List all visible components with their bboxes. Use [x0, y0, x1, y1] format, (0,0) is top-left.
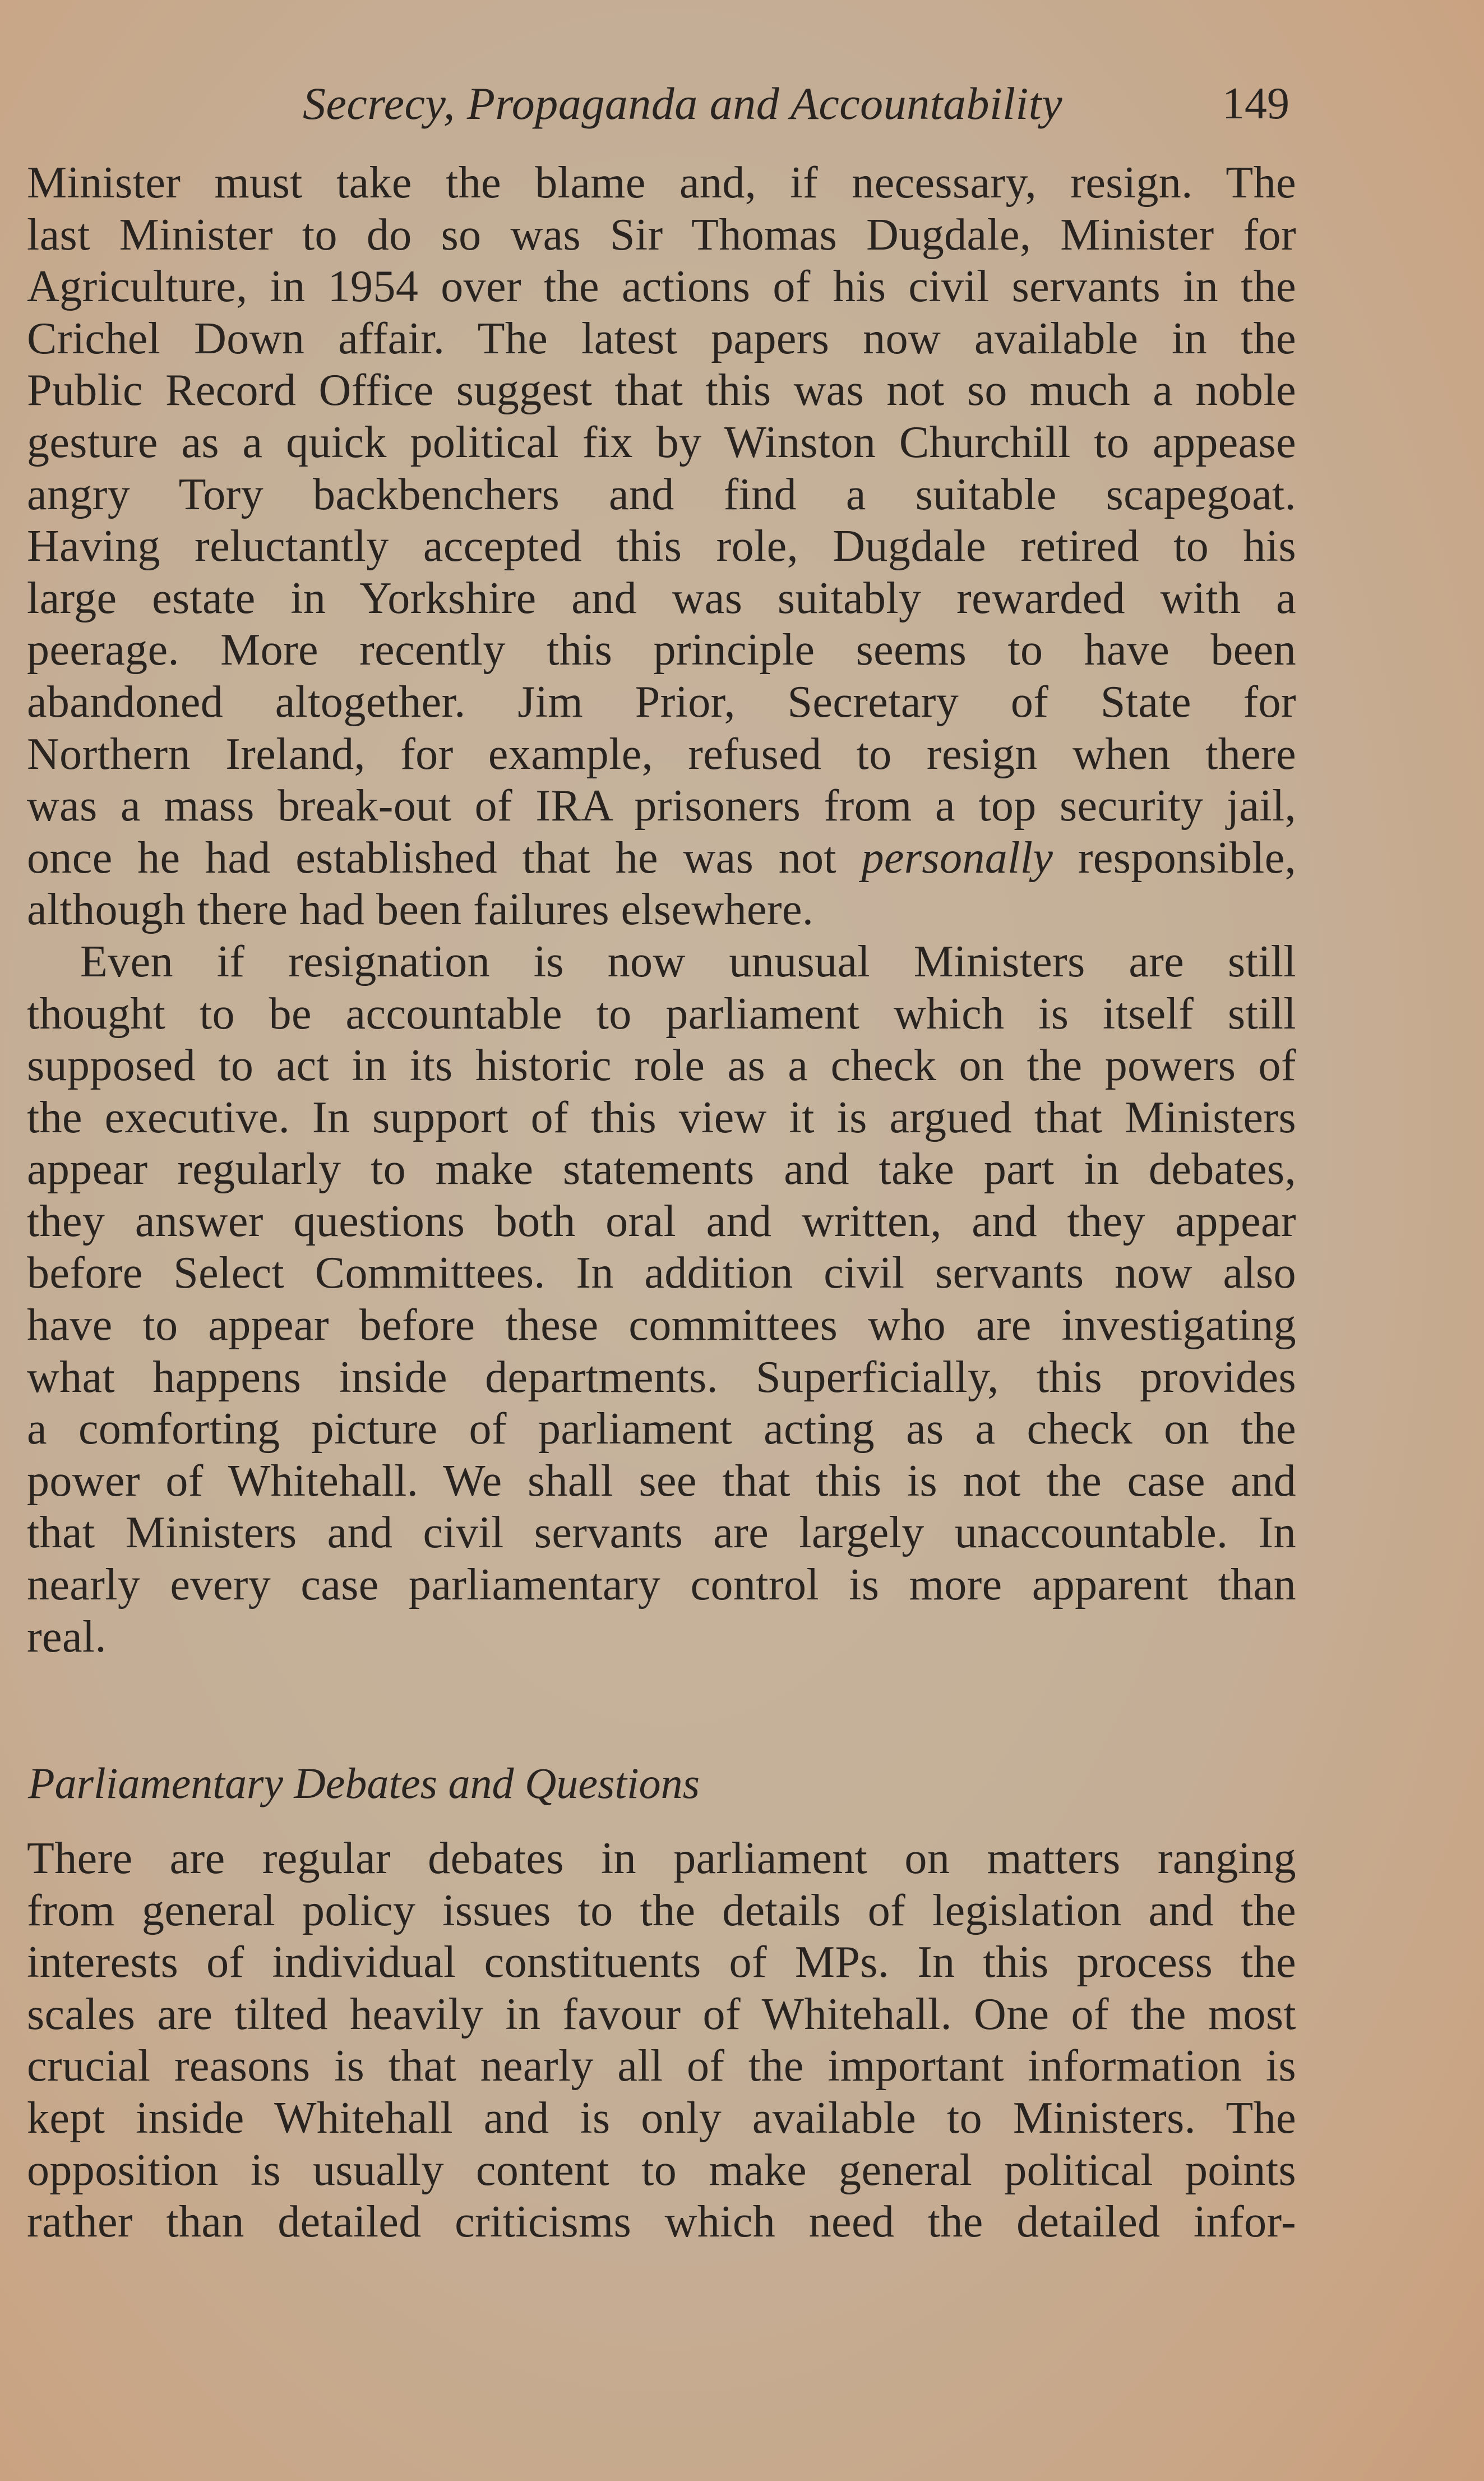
text-line: abandoned altogether. Jim Prior, Secretary of State for	[27, 677, 1296, 727]
running-title: Secrecy, Propaganda and Accountability	[303, 78, 1062, 129]
text-line: before Select Committees. In addition civil servants now also	[27, 1248, 1296, 1298]
text-line: although there had been failures elsewhere.	[27, 885, 814, 935]
body-text-section-2	[27, 1833, 1296, 2248]
text-line: There are regular debates in parliament on matters ranging	[27, 1834, 1296, 1883]
text-line: large estate in Yorkshire and was suitably rewarded with a	[27, 573, 1296, 623]
text-line: appear regularly to make statements and take part in debates,	[27, 1145, 1296, 1195]
text-line: power of Whitehall. We shall see that this is not the case and	[27, 1456, 1296, 1506]
text-line: last Minister to do so was Sir Thomas Dugdale, Minister for	[27, 210, 1296, 260]
text-line: that Ministers and civil servants are largely unaccountable. In	[27, 1508, 1296, 1558]
text-line: from general policy issues to the details of legislation and the	[27, 1885, 1296, 1935]
text-line: Northern Ireland, for example, refused to resign when there	[27, 729, 1296, 779]
text-line: Minister must take the blame and, if necessary, resign. The	[27, 158, 1296, 207]
italic-emphasis: personally	[861, 833, 1053, 883]
text-span: responsible,	[1053, 833, 1297, 883]
text-line-with-italic	[27, 832, 1296, 884]
text-line: have to appear before these committees who are investigating	[27, 1301, 1296, 1350]
text-line: peerage. More recently this principle seems to have been	[27, 625, 1296, 675]
text-line: scales are tilted heavily in favour of Whitehall. One of the most	[27, 1989, 1296, 2039]
page-number: 149	[1222, 79, 1289, 128]
text-line: interests of individual constituents of MPs. In this process the	[27, 1938, 1296, 1987]
text-line: Public Record Office suggest that this was not so much a noble	[27, 366, 1296, 416]
text-line: the executive. In support of this view it is argued that Ministers	[27, 1092, 1296, 1142]
text-line-paragraph-start: Even if resignation is now unusual Ministers are still	[80, 937, 1296, 986]
text-line: what happens inside departments. Superficially, this provides	[27, 1352, 1296, 1402]
text-line: gesture as a quick political fix by Winston Churchill to appease	[27, 417, 1296, 467]
text-line: rather than detailed criticisms which need the detailed infor-	[27, 2197, 1296, 2247]
text-line: Having reluctantly accepted this role, Dugdale retired to his	[27, 522, 1296, 571]
text-line: Agriculture, in 1954 over the actions of his civil servants in the	[27, 262, 1296, 312]
text-span: once he had established that he was not	[27, 833, 862, 883]
text-line: crucial reasons is that nearly all of the important information is	[27, 2041, 1296, 2091]
text-line: thought to be accountable to parliament which is itself still	[27, 989, 1296, 1039]
text-line: was a mass break-out of IRA prisoners from a top security jail,	[27, 781, 1296, 831]
text-line: opposition is usually content to make general political points	[27, 2145, 1296, 2195]
text-line: kept inside Whitehall and is only available to Ministers. The	[27, 2093, 1296, 2143]
text-line: real.	[27, 1612, 107, 1662]
section-heading: Parliamentary Debates and Questions	[28, 1759, 700, 1807]
text-line: Crichel Down affair. The latest papers now available in the	[27, 313, 1296, 363]
text-line: nearly every case parliamentary control is more apparent than	[27, 1560, 1296, 1610]
text-line: a comforting picture of parliament acting as a check on the	[27, 1404, 1296, 1454]
body-text-section-1	[27, 157, 1296, 1663]
text-line: angry Tory backbenchers and find a suitable scapegoat.	[27, 469, 1296, 519]
running-head	[0, 73, 1484, 135]
text-line: supposed to act in its historic role as a check on the powers of	[27, 1041, 1296, 1091]
text-line: they answer questions both oral and written, and they appear	[27, 1196, 1296, 1246]
